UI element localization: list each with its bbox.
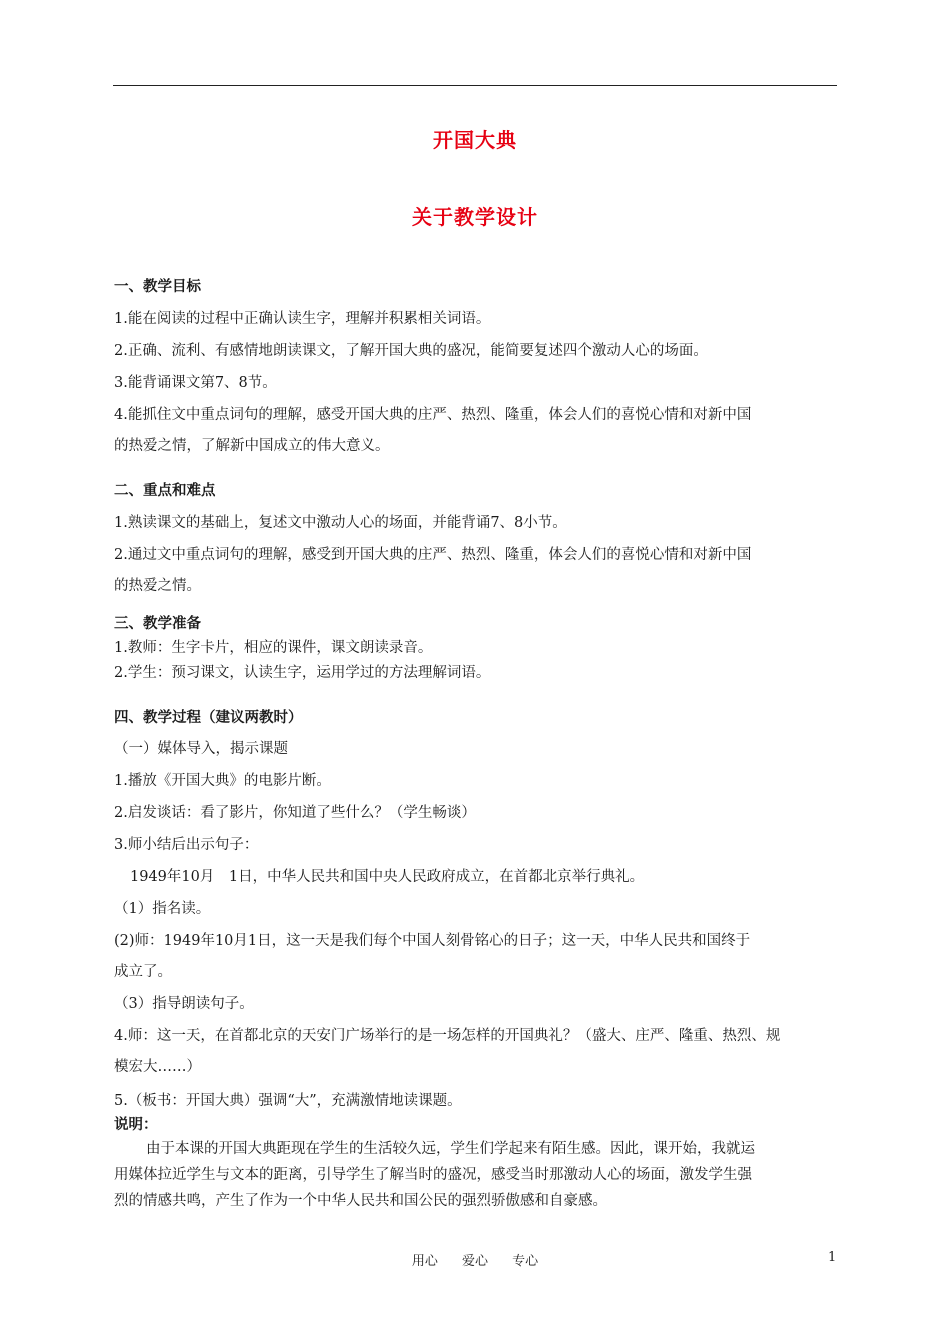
document-title: 开国大典 xyxy=(433,128,517,152)
page-number: 1 xyxy=(828,1250,837,1265)
process-quote: 1949年10月 1日，中华人民共和国中央人民政府成立，在首都北京举行典礼。 xyxy=(130,869,645,885)
process-item: 1.播放《开国大典》的电影片断。 xyxy=(114,773,331,789)
footer-motto: 用心 xyxy=(411,1254,438,1269)
process-item: 3.师小结后出示句子： xyxy=(114,837,259,853)
process-item: （1）指名读。 xyxy=(114,901,211,917)
footer-motto: 爱心 xyxy=(461,1254,488,1269)
objective-item: 2.正确、流利、有感情地朗读课文，了解开国大典的盛况，能简要复述四个激动人心的场面。 xyxy=(114,343,708,359)
focus-item: 2.通过文中重点词句的理解，感受到开国大典的庄严、热烈、隆重，体会人们的喜悦心情和对新中国 xyxy=(114,547,752,563)
process-item-continued: 成立了。 xyxy=(114,964,172,980)
focus-item: 1.熟读课文的基础上，复述文中激动人心的场面，并能背诵7、8小节。 xyxy=(114,515,567,531)
section-heading-focus: 二、重点和难点 xyxy=(114,483,216,499)
note-paragraph-line: 用媒体拉近学生与文本的距离，引导学生了解当时的盛况，感受当时那激动人心的场面，激发学生强 xyxy=(114,1167,752,1183)
objective-item: 1.能在阅读的过程中正确认读生字，理解并积累相关词语。 xyxy=(114,311,491,327)
objective-item: 3.能背诵课文第7、8节。 xyxy=(114,375,277,391)
process-item: （一）媒体导入，揭示课题 xyxy=(114,741,288,757)
process-item-continued: 模宏大……） xyxy=(114,1059,201,1075)
note-heading: 说明： xyxy=(114,1117,158,1133)
header-rule xyxy=(113,85,837,86)
process-item: (2)师：1949年10月1日，这一天是我们每个中国人刻骨铭心的日子；这一天，中华人民共和国终于 xyxy=(114,933,751,949)
preparation-item: 1.教师：生字卡片，相应的课件，课文朗读录音。 xyxy=(114,640,433,656)
note-paragraph-line: 烈的情感共鸣，产生了作为一个中华人民共和国公民的强烈骄傲感和自豪感。 xyxy=(114,1193,607,1209)
note-paragraph-line: 由于本课的开国大典距现在学生的生活较久远，学生们学起来有陌生感。因此，课开始，我就运 xyxy=(146,1141,755,1157)
section-heading-preparation: 三、教学准备 xyxy=(114,616,201,632)
page-footer xyxy=(0,1250,950,1269)
focus-item-continued: 的热爱之情。 xyxy=(114,578,201,594)
document-subtitle: 关于教学设计 xyxy=(412,205,538,229)
footer-motto: 专心 xyxy=(512,1254,539,1269)
process-item: 5.（板书：开国大典）强调“大”，充满激情地读课题。 xyxy=(114,1093,462,1109)
section-heading-objectives: 一、教学目标 xyxy=(114,279,201,295)
process-item: （3）指导朗读句子。 xyxy=(114,996,254,1012)
process-item: 2.启发谈话：看了影片，你知道了些什么？（学生畅谈） xyxy=(114,805,476,821)
objective-item-continued: 的热爱之情，了解新中国成立的伟大意义。 xyxy=(114,438,390,454)
preparation-item: 2.学生：预习课文，认读生字，运用学过的方法理解词语。 xyxy=(114,665,491,681)
process-item: 4.师：这一天，在首都北京的天安门广场举行的是一场怎样的开国典礼？（盛大、庄严、隆重、热烈、规 xyxy=(114,1028,781,1044)
objective-item: 4.能抓住文中重点词句的理解，感受开国大典的庄严、热烈、隆重，体会人们的喜悦心情和对新中国 xyxy=(114,407,752,423)
section-heading-process: 四、教学过程（建议两教时） xyxy=(114,710,303,726)
